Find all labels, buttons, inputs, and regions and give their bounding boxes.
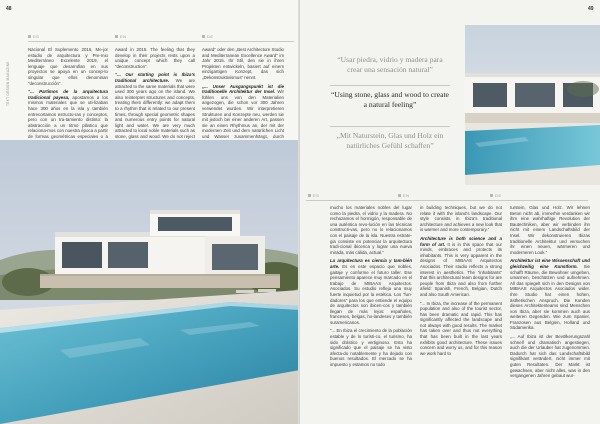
column-head-es: ES [28, 34, 39, 39]
marker-square-icon [202, 35, 205, 38]
column-text-en: in building techniques, but we do not relate it with the island’s landscape. Our style consists in Ibiza’s traditional architecture and achieves a new look that is warmer and more contemporary.” Architecture is both science and a form of art. It is in this space that our minds, embraces and protects its inhabitants. This is very apparent in the designs of MIBAAS Arquitectos Asociados. Their studio reflects a strong interest in aesthetics. The “inhabitants” that this architectural team designs for are people from Ibiza and also from further afield: Spanish, French, Belgian, Dutch and also South American. “... In Ibiza, the increase of the permanent population and also of the tourist sector, has been dramatic and rapid. This has significantly affected the landscape and not always with good results. The market has taken over and thus not everything that has been built in the last years exhibits good architecture. These issues concern and worry us, and for this reason we work hard to [420, 205, 502, 356]
column-text-en: Award in 2015. The feeling that they develop in their projects rests upon a unique concept which they call “deconstruction”. “... Our starting point is Ibiza’s traditional architecture. We are attracted to the same materials that were used 300 years ago on the island. We also reinterpret structures and concepts, treating them differently: we adapt them to a rhythm that is related to our present times, through special geometric shapes and numerous entry points for natural light and water. We are very much attracted to local noble materials such as stone, glass and wood. We do not reject [115, 47, 195, 139]
marker-square-icon [398, 194, 401, 197]
column-text-es: Nacional El Suplemento 2016, Me-jor estudio de arquitectura y Pre-mio Mediterráneo Excelente 2019, el lenguaje que desarrollan en sus proyectos se apoya en un concep-to singular que ellos denominan “deconstrucción”. “... Partimos de la arquitectura tradicional payesa, apostamos a los mismos materiales que se uti-lizaban hace 300 años en la isla y también entrecortamos estructu-ras y conceptos, pero con un tra-tamiento distinto: la abstracción a un ritmo plástico que relaciona-mos con nuestra época a partir de formas geométricas especiales o a [28, 47, 108, 139]
column-head-es: ES [308, 193, 319, 198]
folio-right: 49 [588, 6, 594, 12]
pull-quote-es: “Usar piedra, vidrio y madera para crear una sensación natural” [337, 55, 443, 74]
column-rule [28, 41, 294, 42]
column-rule [306, 200, 588, 201]
marker-square-icon [490, 194, 493, 197]
pull-quote-en: “Using stone, glass and wood to create a natural feeling” [331, 90, 449, 109]
column-text-de: turstein, Glas und Holz. Wir lehnen Beton nicht ab, immerhin verdanken wir ihm eine wahrhaftige Revolution der Bautechniken, aber wir verbinden ihn nicht mit einem Landschaftsbild der Insel. Wir dekonstruieren Ibizas traditionelle Architektur und versuchen ihr einen neuen, wärmeren und moderneren Look.” Architektur ist eine Wissenschaft und gleichzeitig eine Kunstform. Sie schafft Räume, die Bewohner umgeben, umarmen, beschützen und aufnehmen. All das spiegelt sich in den Designs von MIBAAS Arquitectos Asociados wider. Ihre Studio hat einen hohen, ästhetischen Anspruch. Die Kunden dieses Architektenteams sind Menschen von Ibiza, aber sie kommen auch aus weiteren Gegenden. Wie zum Spanier, Franzosen aus Belgien, Holland und Südamerika. „... Auf Ibiza ist der Bevölkerungszahl schnell und dramatisch angestiegen, auch die der Urlauber hat zugenommen. Dadurch hat sich das Landschaftsbild signifikant verändert, nicht immer mit guten Resultaten. Der Markt ist gewachsen, aber nicht alles, was in den vergangenen Jahren gebaut wur- [510, 205, 590, 379]
column-head-en: EN [398, 193, 410, 198]
column-head-de: DE [490, 193, 502, 198]
marker-square-icon [115, 35, 118, 38]
marker-square-icon [28, 35, 31, 38]
villa-exterior-photo [465, 25, 600, 185]
masthead-left: TEXT DESIGN MAGAZINE [6, 61, 10, 106]
folio-left: 48 [6, 6, 12, 12]
quote-divider [330, 126, 450, 127]
column-head-en: EN [115, 34, 127, 39]
quote-divider [330, 85, 450, 86]
pull-quote-de: „Mit Naturstein, Glas und Holz ein natürliches Gefühl schaffen” [336, 131, 444, 150]
column-text-es: mucho los materiales nobles del lugar como la piedra, el vidrio y la madera. No rechazamos el hormigón, responsable de una auténtica revo-lución en las técnicas constructi-vas, pero no lo relacionamos con el paisaje de la isla. Nuestra estrate-gia consiste en potenciar la arquitectura tradi-cional ibicenca y lograr una nueva mirada, más cálida, actual.” La arquitectura es ciencia y tam-bién arte. Es en este espacio que nobles, gaitaje y conforme el futuro taller. Ese pensamiento aparece muy marcado en el trabajo de MIBAAS Arquitectos. Asociados. Su estudio refleja una muy fuerte inquietud por la estética. Los “fun-dadores” para los que entiende el equipo de arquitectos son ibicen-cos y también llegan de más lejos: españoles, franceses, belgas, ho-landeses y también suramericanos. “... En Ibiza el crecimiento de la población estable y de lo turísti-co, el turismo, ha sido drástico y vertiginoso. Esto ha significado que el paisaje se ha visto afecta-do notablemente y ha dejado con buenos resultados. El mercado se ha impuesto y estamos no todo [330, 205, 412, 368]
column-text-de: Award” oder den „Best Architecture Studio and Mediterranean Excellence Award” im Jahr 2015. Ihr Stil, den sie in ihren Projekten entwickeln, basiert auf einem einzigartigen Konzept, das sich „Dekonstruktivismus” nennt. „... Unser Ausgangspunkt ist die traditionelle Architektur der Insel. Wir fühlen uns von den Materialien angezogen, die schon vor 300 Jahren verwendet wurden. Wir interpretieren Strukturen und Konzepte neu, werden sie mit jedoch bei einer anderen Art, passen sie an einen Rhythmus an, der mit der modernen Zeit und dem natürlichen Licht und Wasser zusammenhängt, durch [202, 47, 284, 139]
marker-square-icon [308, 194, 311, 197]
villa-pool-photo [0, 140, 300, 424]
column-head-de: DE [202, 34, 214, 39]
